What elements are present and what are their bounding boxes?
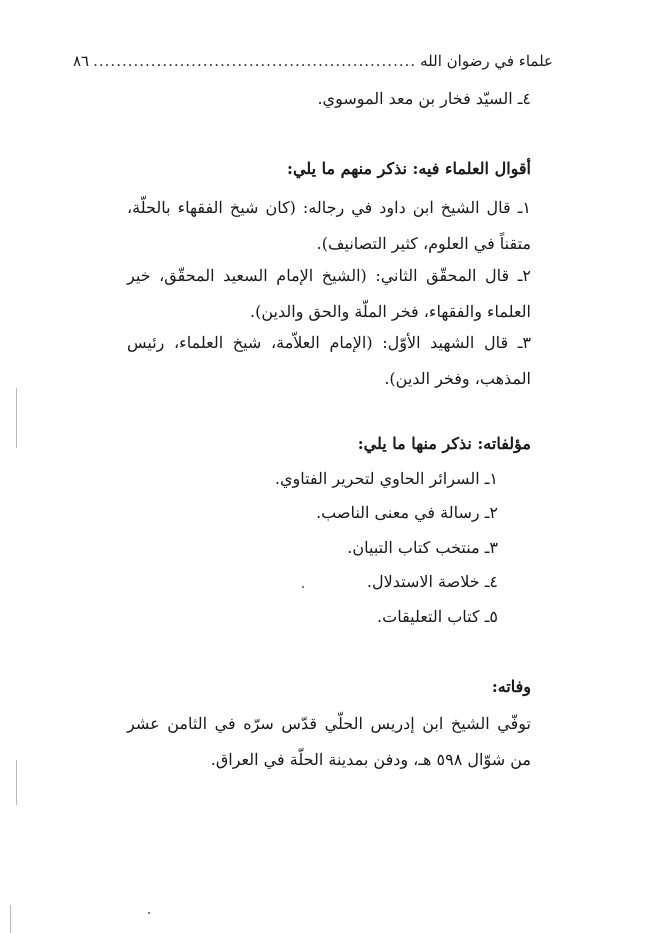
running-title: علماء في رضوان الله (420, 52, 553, 70)
works-heading: مؤلفاته: نذكر منها ما يلي: (357, 434, 531, 453)
scan-edge-mark (16, 388, 17, 448)
death-text: توفّي الشيخ ابن إدريس الحلّي قدّس سرّه في الثامن عشر من شوّال ٥٩٨ هـ، ودفن بمدينة الحلّة في العراق. (127, 714, 531, 769)
work-item-2: ٢ـ رسالة في معنى الناصب. (316, 503, 498, 522)
page-number: ٨٦ (73, 52, 90, 70)
scholars-sayings-heading: أقوال العلماء فيه: نذكر منهم ما يلي: (287, 159, 531, 178)
work-item-4: ٤ـ خلاصة الاستدلال. (366, 572, 498, 591)
death-heading: وفاته: (491, 677, 531, 696)
work-item-1: ١ـ السرائر الحاوي لتحرير الفتاوي. (274, 469, 498, 488)
scan-speck (302, 586, 304, 588)
teacher-item-4: ٤ـ السيّد فخار بن معد الموسوي. (317, 89, 531, 108)
header-dot-leader: ........................................................ (93, 52, 417, 70)
saying-1: ١ـ قال الشيخ ابن داود في رجاله: (كان شيخ الفقهاء بالحلّة، متقناً في العلوم، كثير التصانيف). (127, 198, 531, 253)
work-item-5: ٥ـ كتاب التعليقات. (377, 607, 498, 626)
saying-2: ٢ـ قال المحقّق الثاني: (الشيخ الإمام السعيد المحقّق، خير العلماء والفقهاء، فخر الملّة والحق والدين). (127, 266, 531, 321)
scan-speck (148, 912, 150, 914)
scan-edge-mark (16, 760, 17, 805)
saying-3: ٣ـ قال الشهيد الأوّل: (الإمام العلاّمة، شيخ العلماء، رئيس المذهب، وفخر الدين). (127, 333, 531, 388)
scan-edge-mark (10, 905, 11, 933)
page-header (73, 52, 553, 76)
work-item-3: ٣ـ منتخب كتاب التبيان. (347, 538, 498, 557)
